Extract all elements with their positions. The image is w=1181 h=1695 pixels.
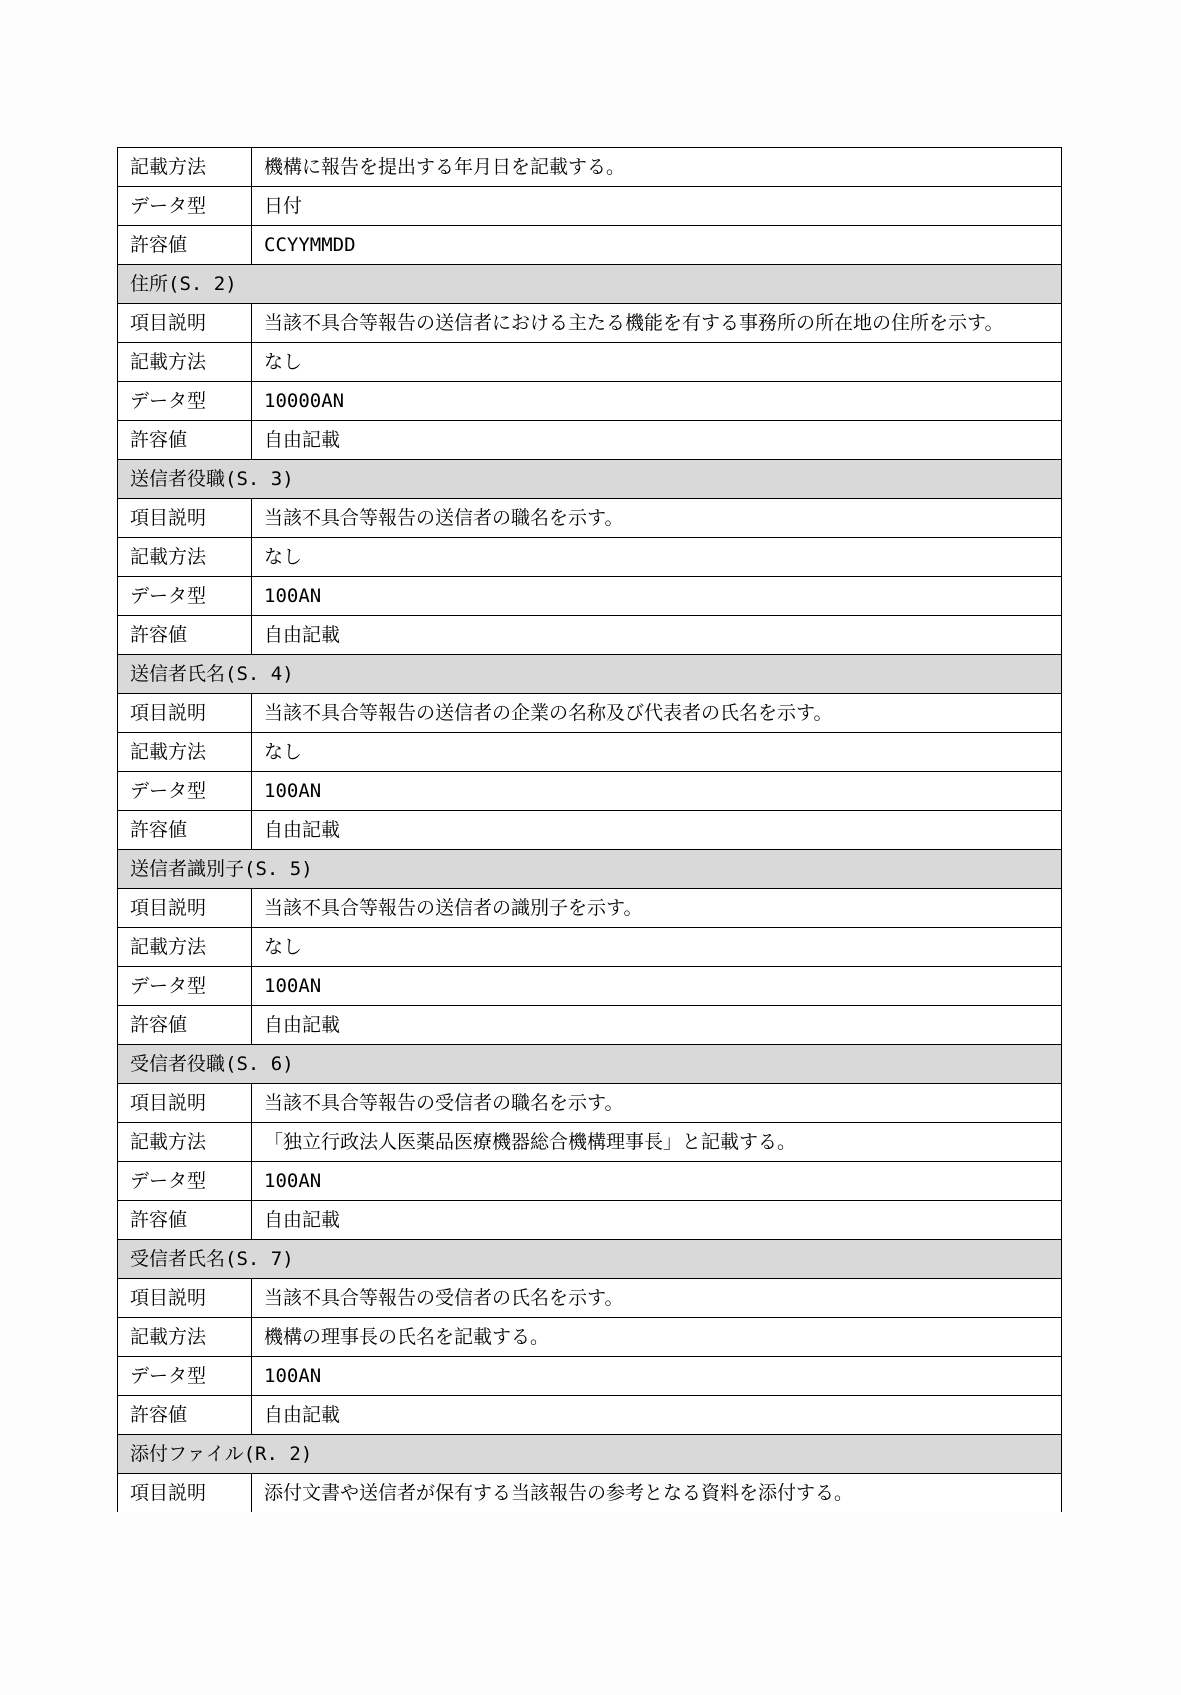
table-row	[118, 889, 1062, 928]
table-row	[118, 928, 1062, 967]
table-row	[118, 694, 1062, 733]
field-label: 記載方法	[118, 148, 252, 187]
table-row	[118, 1123, 1062, 1162]
field-label: 項目説明	[118, 1084, 252, 1123]
field-label: データ型	[118, 1357, 252, 1396]
field-value: 自由記載	[252, 1006, 1062, 1045]
field-value: 100AN	[252, 577, 1062, 616]
table-row	[118, 382, 1062, 421]
field-value: 自由記載	[252, 811, 1062, 850]
field-label: データ型	[118, 577, 252, 616]
field-label: 許容値	[118, 616, 252, 655]
table-row	[118, 1084, 1062, 1123]
table-row	[118, 499, 1062, 538]
table-row	[118, 148, 1062, 187]
field-label: 記載方法	[118, 1123, 252, 1162]
table-row	[118, 1357, 1062, 1396]
section-title: 住所(S. 2)	[118, 265, 1062, 304]
field-value: 添付文書や送信者が保有する当該報告の参考となる資料を添付する。	[252, 1474, 1062, 1513]
field-value: 100AN	[252, 1357, 1062, 1396]
section-header-row	[118, 850, 1062, 889]
table-row	[118, 1162, 1062, 1201]
table-row	[118, 1396, 1062, 1435]
section-header-row	[118, 1435, 1062, 1474]
table-row	[118, 1201, 1062, 1240]
field-label: 許容値	[118, 226, 252, 265]
table-row	[118, 733, 1062, 772]
field-label: データ型	[118, 187, 252, 226]
table-row	[118, 538, 1062, 577]
table-row	[118, 616, 1062, 655]
field-label: 項目説明	[118, 1279, 252, 1318]
field-spec-table	[117, 147, 1062, 1512]
field-value: 自由記載	[252, 1201, 1062, 1240]
field-label: 項目説明	[118, 889, 252, 928]
field-label: データ型	[118, 382, 252, 421]
field-label: 許容値	[118, 1201, 252, 1240]
section-title: 送信者役職(S. 3)	[118, 460, 1062, 499]
table-row	[118, 1318, 1062, 1357]
section-header-row	[118, 1240, 1062, 1279]
field-value: 当該不具合等報告の受信者の氏名を示す。	[252, 1279, 1062, 1318]
field-label: 記載方法	[118, 1318, 252, 1357]
field-value: 日付	[252, 187, 1062, 226]
field-value: なし	[252, 343, 1062, 382]
table-row	[118, 421, 1062, 460]
field-value: 100AN	[252, 1162, 1062, 1201]
field-value: 「独立行政法人医薬品医療機器総合機構理事長」と記載する。	[252, 1123, 1062, 1162]
table-row	[118, 226, 1062, 265]
field-label: 許容値	[118, 421, 252, 460]
field-value: CCYYMMDD	[252, 226, 1062, 265]
section-title: 受信者役職(S. 6)	[118, 1045, 1062, 1084]
field-value: 当該不具合等報告の送信者における主たる機能を有する事務所の所在地の住所を示す。	[252, 304, 1062, 343]
field-value: 自由記載	[252, 616, 1062, 655]
field-label: データ型	[118, 1162, 252, 1201]
field-label: 許容値	[118, 1396, 252, 1435]
table-row	[118, 304, 1062, 343]
table-row	[118, 1474, 1062, 1513]
field-value: 当該不具合等報告の受信者の職名を示す。	[252, 1084, 1062, 1123]
table-row	[118, 343, 1062, 382]
field-label: 記載方法	[118, 538, 252, 577]
field-label: 許容値	[118, 1006, 252, 1045]
field-value: 当該不具合等報告の送信者の企業の名称及び代表者の氏名を示す。	[252, 694, 1062, 733]
field-value: 自由記載	[252, 421, 1062, 460]
section-header-row	[118, 460, 1062, 499]
field-label: データ型	[118, 967, 252, 1006]
table-row	[118, 1279, 1062, 1318]
table-row	[118, 967, 1062, 1006]
section-title: 送信者氏名(S. 4)	[118, 655, 1062, 694]
field-value: 10000AN	[252, 382, 1062, 421]
table-row	[118, 187, 1062, 226]
field-value: なし	[252, 538, 1062, 577]
section-header-row	[118, 655, 1062, 694]
field-value: 当該不具合等報告の送信者の識別子を示す。	[252, 889, 1062, 928]
field-value: 100AN	[252, 967, 1062, 1006]
field-value: 機構に報告を提出する年月日を記載する。	[252, 148, 1062, 187]
field-label: 項目説明	[118, 304, 252, 343]
field-value: 自由記載	[252, 1396, 1062, 1435]
field-value: なし	[252, 928, 1062, 967]
field-label: 許容値	[118, 811, 252, 850]
section-header-row	[118, 265, 1062, 304]
section-title: 受信者氏名(S. 7)	[118, 1240, 1062, 1279]
field-value: 100AN	[252, 772, 1062, 811]
section-title: 送信者識別子(S. 5)	[118, 850, 1062, 889]
table-row	[118, 577, 1062, 616]
field-value: なし	[252, 733, 1062, 772]
field-value: 当該不具合等報告の送信者の職名を示す。	[252, 499, 1062, 538]
table-row	[118, 1006, 1062, 1045]
table-row	[118, 811, 1062, 850]
field-label: 項目説明	[118, 499, 252, 538]
field-value: 機構の理事長の氏名を記載する。	[252, 1318, 1062, 1357]
field-label: 項目説明	[118, 1474, 252, 1513]
field-label: 記載方法	[118, 343, 252, 382]
field-label: データ型	[118, 772, 252, 811]
section-title: 添付ファイル(R. 2)	[118, 1435, 1062, 1474]
field-label: 項目説明	[118, 694, 252, 733]
section-header-row	[118, 1045, 1062, 1084]
table-row	[118, 772, 1062, 811]
field-label: 記載方法	[118, 733, 252, 772]
field-label: 記載方法	[118, 928, 252, 967]
